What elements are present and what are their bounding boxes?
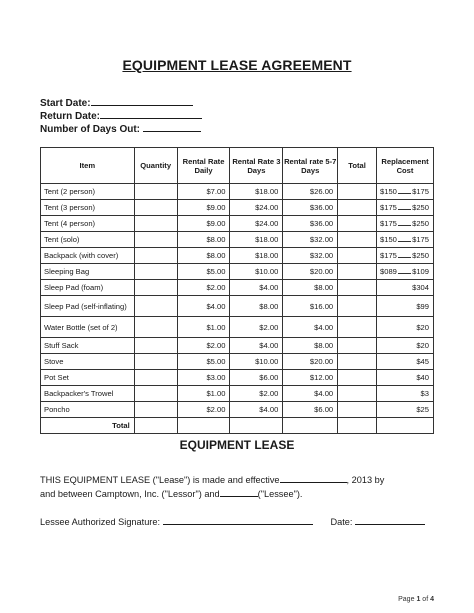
- item-cell: Sleep Pad (foam): [41, 280, 135, 296]
- quantity-cell[interactable]: [134, 296, 177, 317]
- item-cell: Sleep Pad (self-inflating): [41, 296, 135, 317]
- three-day-rate-cell: $10.00: [230, 264, 283, 280]
- quantity-cell[interactable]: [134, 248, 177, 264]
- replacement-cost-low: $089: [380, 267, 397, 276]
- start-date-field[interactable]: [40, 97, 193, 109]
- replacement-cost-low: $150: [380, 187, 397, 196]
- three-day-rate-cell: $4.00: [230, 338, 283, 354]
- quantity-cell[interactable]: [134, 317, 177, 338]
- total-label: Total: [41, 418, 135, 434]
- quantity-cell[interactable]: [134, 402, 177, 418]
- range-separator: [398, 268, 411, 274]
- lease-paragraph-line-1: [40, 474, 384, 485]
- three-day-rate-cell: $4.00: [230, 280, 283, 296]
- item-cell: Stuff Sack: [41, 338, 135, 354]
- daily-rate-cell: $3.00: [177, 370, 230, 386]
- range-separator: [398, 204, 411, 210]
- days-out-field[interactable]: [40, 123, 201, 135]
- table-row: [41, 402, 434, 418]
- three-day-rate-cell: $10.00: [230, 354, 283, 370]
- item-cell: Pot Set: [41, 370, 135, 386]
- daily-rate-cell: $2.00: [177, 280, 230, 296]
- replacement-cost-high: $250: [412, 251, 429, 260]
- document-title: EQUIPMENT LEASE AGREEMENT: [122, 57, 352, 73]
- item-cell: Poncho: [41, 402, 135, 418]
- quantity-cell[interactable]: [134, 232, 177, 248]
- replacement-cost-range: [380, 267, 429, 276]
- header-item: Item: [41, 148, 135, 184]
- table-header-row: [41, 148, 434, 184]
- five-seven-day-rate-cell: $32.00: [283, 232, 338, 248]
- lease-paragraph-line-2: [40, 488, 302, 499]
- range-separator: [398, 236, 411, 242]
- quantity-cell[interactable]: [134, 370, 177, 386]
- replacement-cost-low: $175: [380, 203, 397, 212]
- replacement-cost-cell: [377, 216, 434, 232]
- replacement-cost-low: $150: [380, 235, 397, 244]
- replacement-cost-cell: [377, 232, 434, 248]
- daily-rate-cell: $5.00: [177, 264, 230, 280]
- daily-rate-cell: $4.00: [177, 296, 230, 317]
- quantity-cell[interactable]: [134, 354, 177, 370]
- start-date-label: Start Date:: [40, 98, 91, 109]
- quantity-cell[interactable]: [134, 338, 177, 354]
- three-day-rate-cell: $18.00: [230, 232, 283, 248]
- page-prefix: Page: [398, 596, 415, 603]
- row-total-cell[interactable]: [338, 317, 377, 338]
- signature-label: Lessee Authorized Signature:: [40, 517, 161, 527]
- lease-line2-text: and between Camptown, Inc. ("Lessor") and: [40, 489, 220, 499]
- total-daily-cell: [177, 418, 230, 434]
- row-total-cell[interactable]: [338, 280, 377, 296]
- total-5-7-days-cell: [283, 418, 338, 434]
- daily-rate-cell: $5.00: [177, 354, 230, 370]
- header-daily: Rental Rate Daily: [177, 148, 230, 184]
- daily-rate-cell: $1.00: [177, 386, 230, 402]
- five-seven-day-rate-cell: $12.00: [283, 370, 338, 386]
- item-cell: Sleeping Bag: [41, 264, 135, 280]
- quantity-cell[interactable]: [134, 264, 177, 280]
- replacement-cost-range: [380, 203, 429, 212]
- range-separator: [398, 220, 411, 226]
- rental-rates-table: [40, 147, 434, 434]
- five-seven-day-rate-cell: $6.00: [283, 402, 338, 418]
- three-day-rate-cell: $6.00: [230, 370, 283, 386]
- replacement-cost-range: [380, 251, 429, 260]
- replacement-cost-high: $175: [412, 235, 429, 244]
- table-row: [41, 280, 434, 296]
- item-cell: Tent (4 person): [41, 216, 135, 232]
- replacement-cost-high: $250: [412, 219, 429, 228]
- item-cell: Tent (3 person): [41, 200, 135, 216]
- replacement-cost-range: [380, 187, 429, 196]
- replacement-cost-high: $175: [412, 187, 429, 196]
- replacement-cost-cell: $40: [377, 370, 434, 386]
- quantity-cell[interactable]: [134, 280, 177, 296]
- row-total-cell[interactable]: [338, 264, 377, 280]
- replacement-cost-cell: $20: [377, 317, 434, 338]
- replacement-cost-high: $109: [412, 267, 429, 276]
- table-total-row: [41, 418, 434, 434]
- replacement-cost-cell: $45: [377, 354, 434, 370]
- three-day-rate-cell: $2.00: [230, 386, 283, 402]
- daily-rate-cell: $2.00: [177, 338, 230, 354]
- table-row: [41, 232, 434, 248]
- total-quantity-cell[interactable]: [134, 418, 177, 434]
- row-total-cell[interactable]: [338, 386, 377, 402]
- daily-rate-cell: $2.00: [177, 402, 230, 418]
- table-row: [41, 370, 434, 386]
- three-day-rate-cell: $2.00: [230, 317, 283, 338]
- three-day-rate-cell: $8.00: [230, 296, 283, 317]
- row-total-cell[interactable]: [338, 248, 377, 264]
- daily-rate-cell: $1.00: [177, 317, 230, 338]
- row-total-cell[interactable]: [338, 338, 377, 354]
- start-date-blank[interactable]: [91, 97, 193, 106]
- replacement-cost-cell: $25: [377, 402, 434, 418]
- replacement-cost-high: $250: [412, 203, 429, 212]
- replacement-cost-cell: $99: [377, 296, 434, 317]
- replacement-cost-cell: [377, 184, 434, 200]
- row-total-cell[interactable]: [338, 184, 377, 200]
- three-day-rate-cell: $24.00: [230, 200, 283, 216]
- table-row: [41, 200, 434, 216]
- three-day-rate-cell: $4.00: [230, 402, 283, 418]
- three-day-rate-cell: $24.00: [230, 216, 283, 232]
- five-seven-day-rate-cell: $4.00: [283, 317, 338, 338]
- table-row: [41, 338, 434, 354]
- item-cell: Water Bottle (set of 2): [41, 317, 135, 338]
- replacement-cost-range: [380, 235, 429, 244]
- row-total-cell[interactable]: [338, 200, 377, 216]
- signature-line: [40, 516, 425, 527]
- five-seven-day-rate-cell: $4.00: [283, 386, 338, 402]
- item-cell: Tent (2 person): [41, 184, 135, 200]
- page-total: 4: [430, 596, 434, 603]
- daily-rate-cell: $7.00: [177, 184, 230, 200]
- date-label: Date:: [330, 517, 353, 527]
- header-total: Total: [338, 148, 377, 184]
- five-seven-day-rate-cell: $16.00: [283, 296, 338, 317]
- quantity-cell[interactable]: [134, 386, 177, 402]
- five-seven-day-rate-cell: $8.00: [283, 280, 338, 296]
- row-total-cell[interactable]: [338, 354, 377, 370]
- days-out-label: Number of Days Out:: [40, 124, 141, 135]
- replacement-cost-cell: $3: [377, 386, 434, 402]
- total-replacement-cell: [377, 418, 434, 434]
- three-day-rate-cell: $18.00: [230, 248, 283, 264]
- daily-rate-cell: $9.00: [177, 200, 230, 216]
- replacement-cost-cell: $304: [377, 280, 434, 296]
- table-row: [41, 248, 434, 264]
- table-row: [41, 354, 434, 370]
- page-of: of: [422, 596, 429, 603]
- row-total-cell[interactable]: [338, 402, 377, 418]
- lease-line1-year: , 2013 by: [346, 475, 385, 485]
- effective-date-blank[interactable]: [280, 474, 347, 483]
- item-cell: Stove: [41, 354, 135, 370]
- table-row: [41, 317, 434, 338]
- replacement-cost-cell: $20: [377, 338, 434, 354]
- range-separator: [398, 188, 411, 194]
- table-row: [41, 184, 434, 200]
- quantity-cell[interactable]: [134, 216, 177, 232]
- days-out-blank[interactable]: [143, 123, 201, 132]
- lessee-name-blank[interactable]: [220, 488, 258, 497]
- row-total-cell[interactable]: [338, 370, 377, 386]
- five-seven-day-rate-cell: $8.00: [283, 338, 338, 354]
- table-row: [41, 296, 434, 317]
- table-row: [41, 386, 434, 402]
- replacement-cost-low: $175: [380, 251, 397, 260]
- daily-rate-cell: $8.00: [177, 248, 230, 264]
- five-seven-day-rate-cell: $32.00: [283, 248, 338, 264]
- five-seven-day-rate-cell: $20.00: [283, 354, 338, 370]
- three-day-rate-cell: $18.00: [230, 184, 283, 200]
- signature-blank[interactable]: [163, 516, 313, 525]
- table-row: [41, 264, 434, 280]
- lease-subtitle: EQUIPMENT LEASE: [179, 438, 295, 452]
- return-date-field[interactable]: [40, 110, 202, 122]
- replacement-cost-low: $175: [380, 219, 397, 228]
- item-cell: Tent (solo): [41, 232, 135, 248]
- return-date-blank[interactable]: [100, 110, 202, 119]
- five-seven-day-rate-cell: $36.00: [283, 200, 338, 216]
- signature-date-blank[interactable]: [355, 516, 425, 525]
- five-seven-day-rate-cell: $26.00: [283, 184, 338, 200]
- return-date-label: Return Date:: [40, 111, 101, 122]
- lease-line1-text: THIS EQUIPMENT LEASE ("Lease") is made and effective: [40, 475, 280, 485]
- page-footer: [398, 596, 434, 603]
- item-cell: Backpack (with cover): [41, 248, 135, 264]
- header-replacement-cost: Replacement Cost: [377, 148, 434, 184]
- range-separator: [398, 252, 411, 258]
- daily-rate-cell: $8.00: [177, 232, 230, 248]
- table-row: [41, 216, 434, 232]
- header-5-7-days: Rental rate 5-7 Days: [283, 148, 338, 184]
- replacement-cost-cell: [377, 264, 434, 280]
- quantity-cell[interactable]: [134, 200, 177, 216]
- header-quantity: Quantity: [134, 148, 177, 184]
- quantity-cell[interactable]: [134, 184, 177, 200]
- row-total-cell[interactable]: [338, 232, 377, 248]
- grand-total-cell[interactable]: [338, 418, 377, 434]
- header-3-days: Rental Rate 3 Days: [230, 148, 283, 184]
- five-seven-day-rate-cell: $36.00: [283, 216, 338, 232]
- row-total-cell[interactable]: [338, 216, 377, 232]
- item-cell: Backpacker's Trowel: [41, 386, 135, 402]
- five-seven-day-rate-cell: $20.00: [283, 264, 338, 280]
- lease-line2-lessee: ("Lessee").: [257, 489, 303, 499]
- replacement-cost-cell: [377, 248, 434, 264]
- daily-rate-cell: $9.00: [177, 216, 230, 232]
- row-total-cell[interactable]: [338, 296, 377, 317]
- replacement-cost-cell: [377, 200, 434, 216]
- page-number: 1: [416, 596, 421, 603]
- replacement-cost-range: [380, 219, 429, 228]
- total-3-days-cell: [230, 418, 283, 434]
